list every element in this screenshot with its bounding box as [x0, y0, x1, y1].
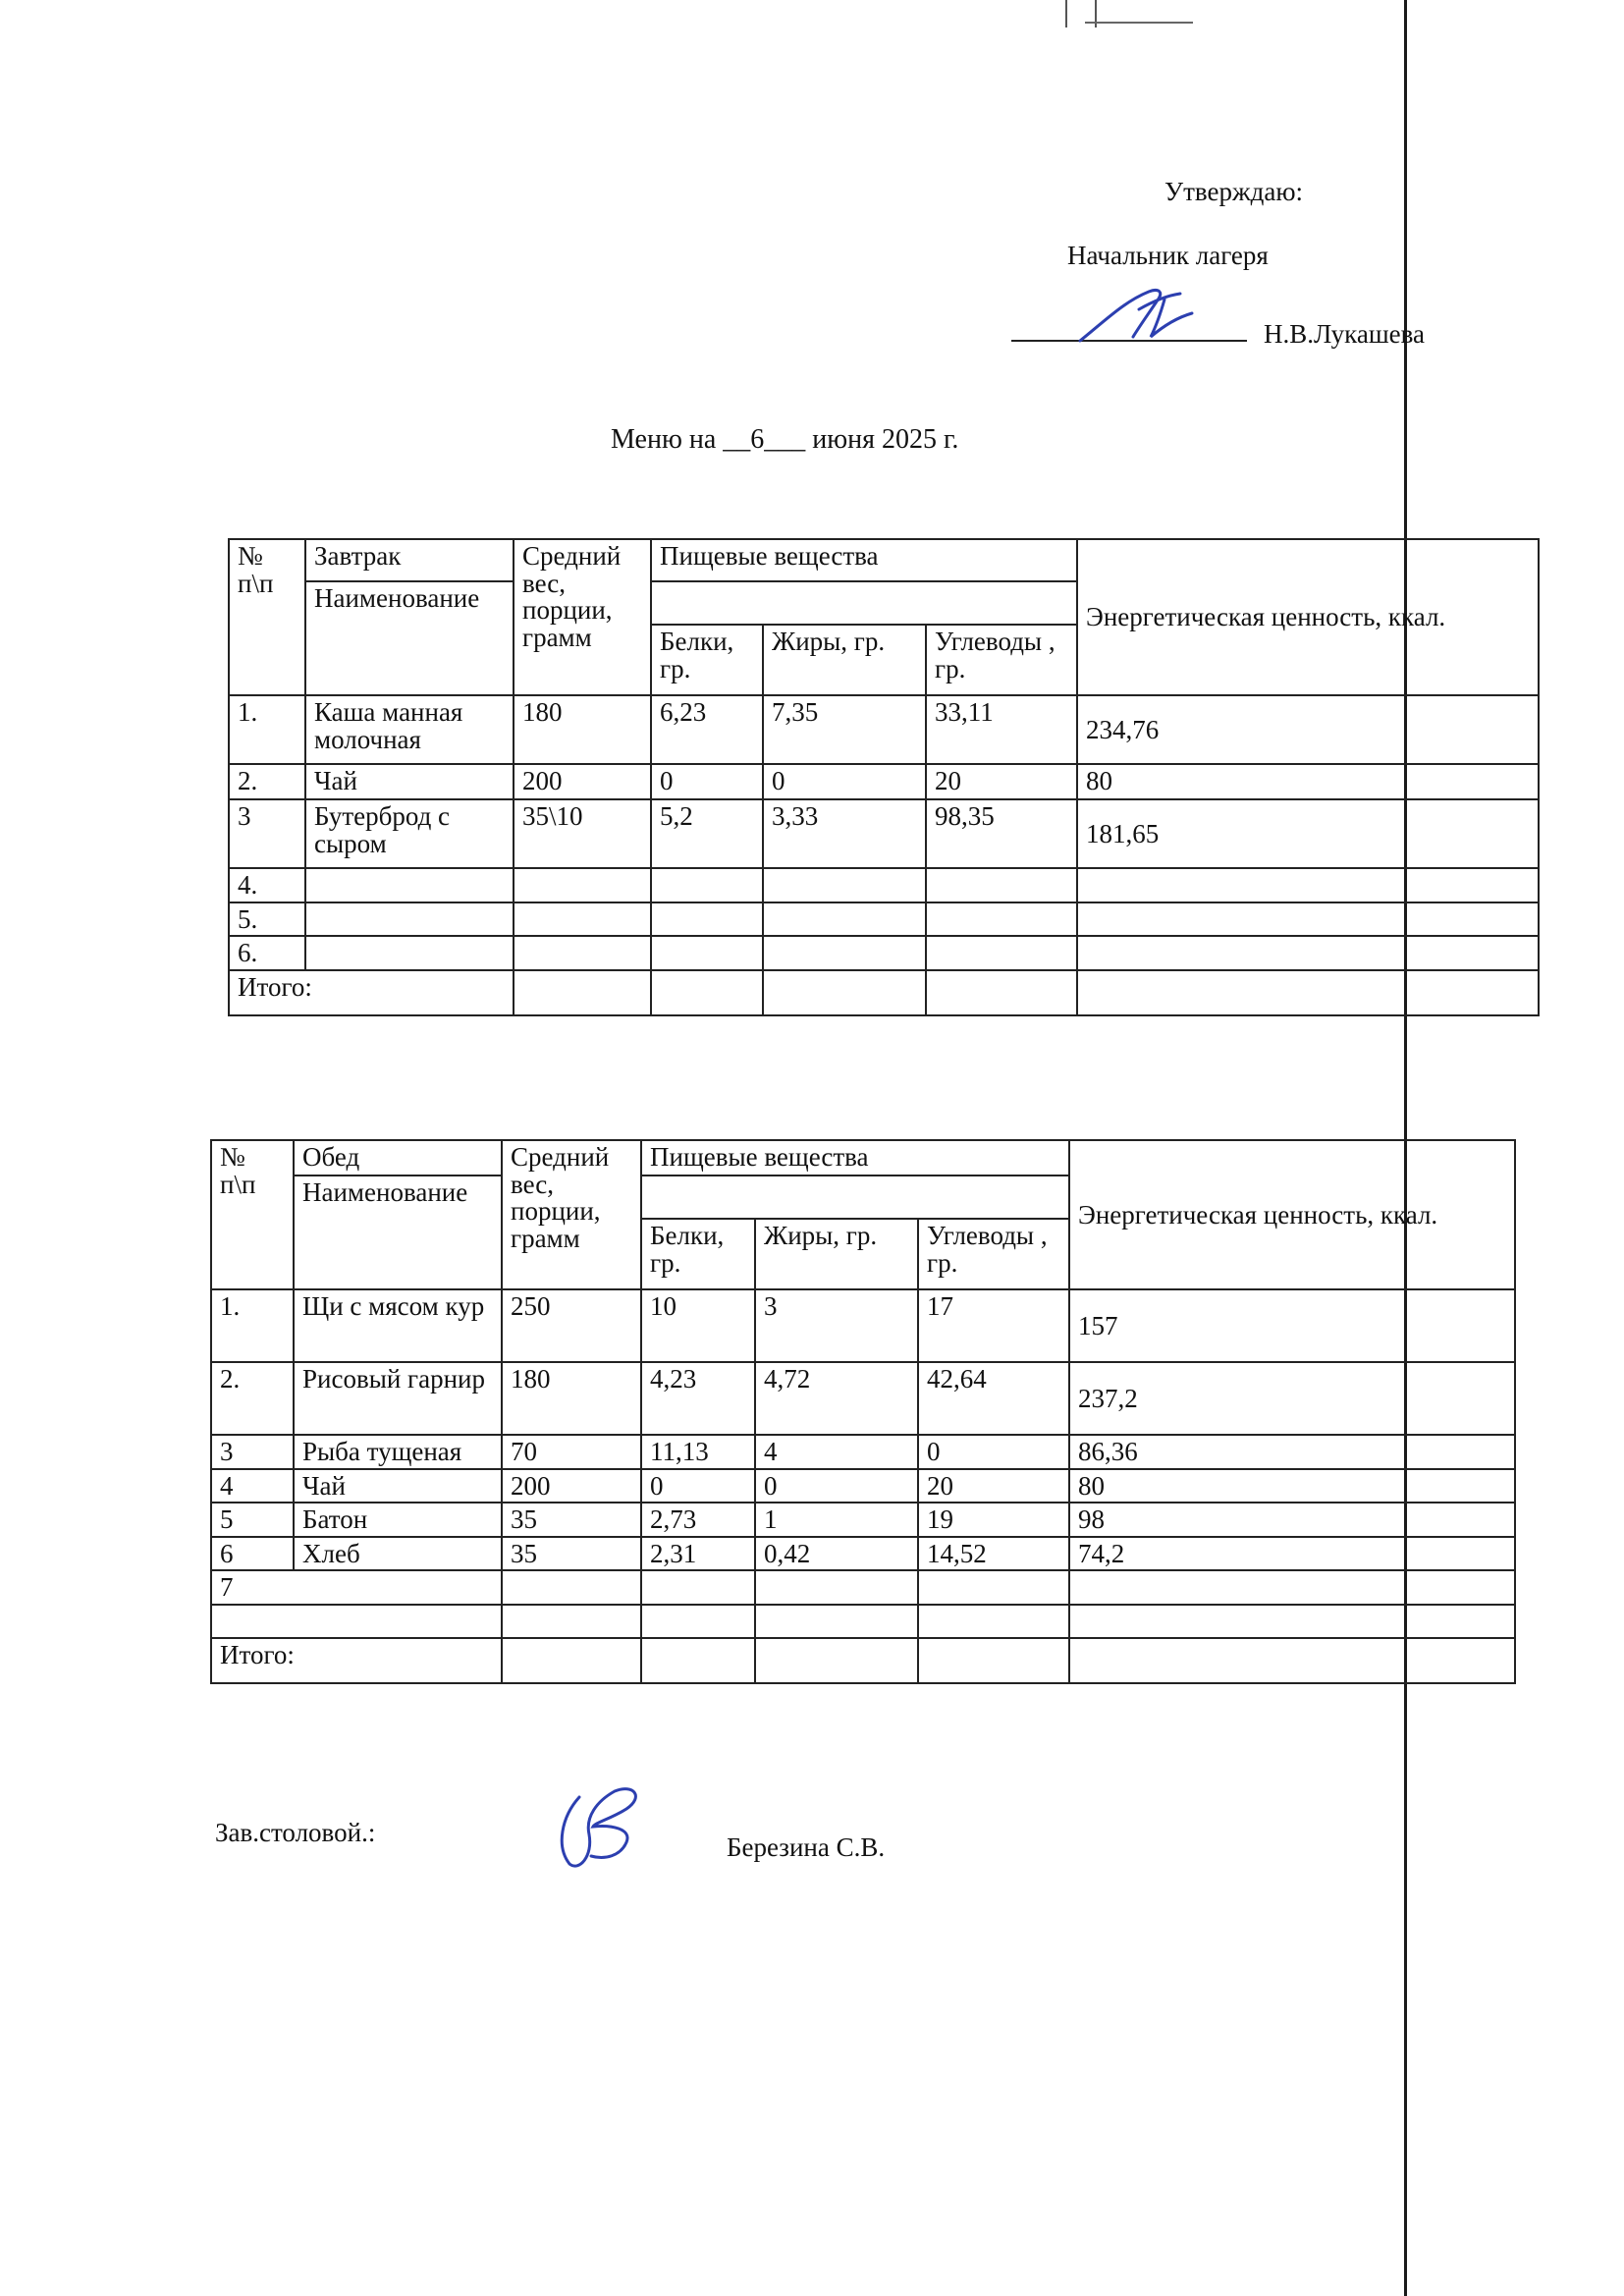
col-header-carbs: Углеводы , гр. — [918, 1219, 1069, 1289]
dish-carbs: 14,52 — [918, 1537, 1069, 1571]
lunch-table — [210, 1139, 1516, 1684]
dish-carbs: 42,64 — [918, 1362, 1069, 1435]
col-header-weight: Средний вес, порции, грамм — [514, 539, 651, 695]
total-row — [229, 970, 1539, 1015]
dish-carbs: 20 — [926, 764, 1077, 799]
table-row — [229, 936, 1539, 970]
dish-weight: 35 — [502, 1537, 641, 1571]
dish-name: Рыба тущеная — [294, 1435, 502, 1469]
col-header-weight: Средний вес, порции, грамм — [502, 1140, 641, 1289]
dish-protein: 6,23 — [651, 695, 763, 764]
table-row — [229, 799, 1539, 868]
meal-header: Завтрак — [305, 539, 514, 581]
dish-weight: 70 — [502, 1435, 641, 1469]
table-row — [229, 695, 1539, 764]
col-header-no: № п\п — [229, 539, 305, 695]
row-no: 4 — [211, 1469, 294, 1503]
menu-title-blank: __ — [723, 424, 751, 455]
dish-protein: 11,13 — [641, 1435, 755, 1469]
dish-name: Бутерброд с сыром — [305, 799, 514, 868]
footer-name: Березина С.В. — [727, 1832, 886, 1862]
dish-protein: 0 — [651, 764, 763, 799]
table-row — [229, 902, 1539, 937]
scan-mark — [1085, 22, 1193, 24]
scan-mark — [1065, 0, 1067, 27]
table-row — [211, 1570, 1515, 1605]
dish-weight: 250 — [502, 1289, 641, 1362]
dish-name: Рисовый гарнир — [294, 1362, 502, 1435]
dish-energy: 237,2 — [1069, 1362, 1515, 1435]
dish-protein: 10 — [641, 1289, 755, 1362]
dish-carbs: 19 — [918, 1503, 1069, 1537]
row-no: 7 — [211, 1570, 502, 1605]
meal-header: Обед — [294, 1140, 502, 1175]
dish-name: Чай — [294, 1469, 502, 1503]
row-no: 4. — [229, 868, 305, 902]
dish-name: Хлеб — [294, 1537, 502, 1571]
dish-carbs: 33,11 — [926, 695, 1077, 764]
row-no: 3 — [211, 1435, 294, 1469]
menu-title — [611, 424, 958, 456]
approver-position: Начальник лагеря — [1067, 241, 1269, 270]
col-header-name: Наименование — [305, 581, 514, 695]
col-header-name: Наименование — [294, 1175, 502, 1289]
dish-energy: 80 — [1077, 764, 1539, 799]
dish-fat: 7,35 — [763, 695, 926, 764]
dish-carbs: 0 — [918, 1435, 1069, 1469]
table-row — [211, 1469, 1515, 1503]
table-row — [211, 1289, 1515, 1362]
row-no: 1. — [229, 695, 305, 764]
row-no: 5 — [211, 1503, 294, 1537]
dish-name: Чай — [305, 764, 514, 799]
dish-name: Каша манная молочная — [305, 695, 514, 764]
col-header-nutrients: Пищевые вещества — [651, 539, 1077, 581]
dish-energy: 86,36 — [1069, 1435, 1515, 1469]
dish-fat: 4 — [755, 1435, 918, 1469]
dish-weight: 200 — [514, 764, 651, 799]
menu-day: 6 — [750, 424, 765, 455]
dish-protein: 2,31 — [641, 1537, 755, 1571]
row-no: 2. — [211, 1362, 294, 1435]
dish-weight: 180 — [502, 1362, 641, 1435]
dish-name: Батон — [294, 1503, 502, 1537]
table-row — [229, 764, 1539, 799]
menu-title-blank: ___ — [764, 424, 806, 455]
col-header-nutrients: Пищевые вещества — [641, 1140, 1069, 1175]
col-header-protein: Белки, гр. — [651, 625, 763, 695]
table-row — [211, 1435, 1515, 1469]
col-header-carbs: Углеводы , гр. — [926, 625, 1077, 695]
table-row — [211, 1503, 1515, 1537]
menu-title-suffix: июня 2025 г. — [812, 424, 959, 455]
dish-fat: 0 — [755, 1469, 918, 1503]
dish-carbs: 20 — [918, 1469, 1069, 1503]
dish-protein: 0 — [641, 1469, 755, 1503]
dish-weight: 35\10 — [514, 799, 651, 868]
menu-title-prefix: Меню на — [611, 424, 717, 455]
col-header-fat: Жиры, гр. — [763, 625, 926, 695]
total-label: Итого: — [211, 1638, 502, 1683]
table-row — [211, 1605, 1515, 1638]
col-header-no: № п\п — [211, 1140, 294, 1289]
dish-carbs: 17 — [918, 1289, 1069, 1362]
dish-fat: 4,72 — [755, 1362, 918, 1435]
table-row — [211, 1537, 1515, 1571]
col-header-fat: Жиры, гр. — [755, 1219, 918, 1289]
dish-fat: 3,33 — [763, 799, 926, 868]
col-header-energy: Энергетическая ценность, ккал. — [1069, 1140, 1515, 1289]
dish-fat: 0,42 — [755, 1537, 918, 1571]
dish-weight: 200 — [502, 1469, 641, 1503]
approver-name: Н.В.Лукашева — [1264, 319, 1425, 349]
footer-label: Зав.столовой.: — [215, 1818, 376, 1847]
dish-fat: 1 — [755, 1503, 918, 1537]
approver-signature — [1070, 280, 1208, 351]
dish-protein: 5,2 — [651, 799, 763, 868]
row-no: 6. — [229, 936, 305, 970]
total-row — [211, 1638, 1515, 1683]
approve-label: Утверждаю: — [1164, 177, 1304, 206]
dish-weight: 35 — [502, 1503, 641, 1537]
dish-carbs: 98,35 — [926, 799, 1077, 868]
col-header-energy: Энергетическая ценность, ккал. — [1077, 539, 1539, 695]
row-no: 5. — [229, 902, 305, 937]
dish-energy: 98 — [1069, 1503, 1515, 1537]
total-label: Итого: — [229, 970, 514, 1015]
dish-energy: 157 — [1069, 1289, 1515, 1362]
col-header-protein: Белки, гр. — [641, 1219, 755, 1289]
row-no: 2. — [229, 764, 305, 799]
dish-name: Щи с мясом кур — [294, 1289, 502, 1362]
dish-energy: 74,2 — [1069, 1537, 1515, 1571]
row-no: 6 — [211, 1537, 294, 1571]
dish-protein: 2,73 — [641, 1503, 755, 1537]
dish-energy: 80 — [1069, 1469, 1515, 1503]
row-no: 3 — [229, 799, 305, 868]
table-row — [211, 1362, 1515, 1435]
dish-fat: 3 — [755, 1289, 918, 1362]
dish-protein: 4,23 — [641, 1362, 755, 1435]
table-row — [229, 868, 1539, 902]
dish-weight: 180 — [514, 695, 651, 764]
canteen-head-signature — [550, 1777, 658, 1876]
breakfast-table — [228, 538, 1540, 1016]
row-no: 1. — [211, 1289, 294, 1362]
dish-energy: 181,65 — [1077, 799, 1539, 868]
dish-energy: 234,76 — [1077, 695, 1539, 764]
dish-fat: 0 — [763, 764, 926, 799]
